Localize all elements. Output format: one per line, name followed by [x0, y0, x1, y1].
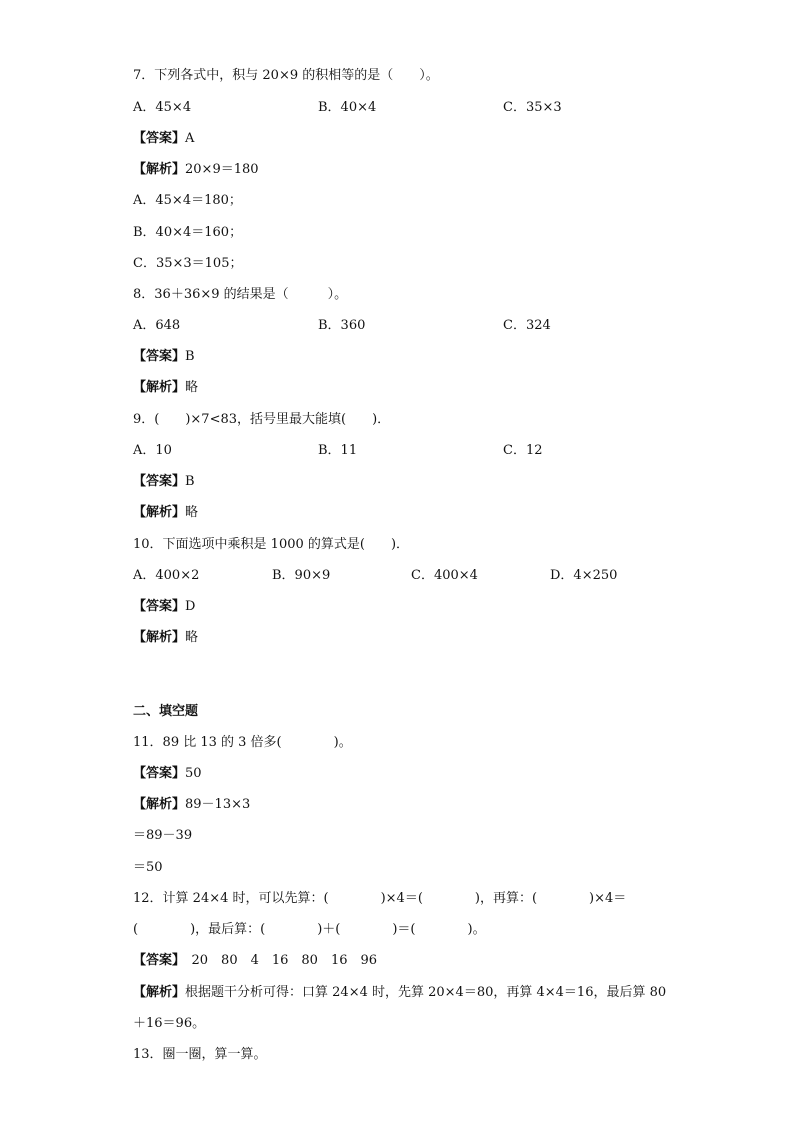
- analysis-text: 略: [185, 630, 199, 645]
- analysis-tag: 【解析】: [133, 630, 186, 645]
- q8-option-c: C．324: [503, 318, 551, 333]
- analysis-tag: 【解析】: [133, 380, 186, 395]
- q10-option-a: A．400×2: [133, 568, 200, 583]
- answer-value: 50: [185, 766, 202, 781]
- q12-answer: [133, 953, 377, 969]
- q7-step-c: C．35×3＝105；: [133, 256, 243, 271]
- analysis-text: 根据题干分析可得：口算 24×4 时，先算 20×4＝80，再算 4×4＝16，最后算 80: [185, 985, 667, 1000]
- q11-step-1: ＝89－39: [133, 828, 193, 843]
- q7-analysis: [133, 162, 259, 178]
- q10-option-b: B．90×9: [272, 568, 331, 583]
- q9-analysis: [133, 505, 198, 521]
- q7-answer: [133, 131, 194, 147]
- answer-tag: 【答案】: [133, 599, 186, 614]
- q8-analysis: [133, 380, 198, 396]
- q7-step-b: B．40×4＝160；: [133, 225, 243, 240]
- analysis-tag: 【解析】: [133, 162, 186, 177]
- q7-step-a: A．45×4＝180；: [133, 193, 242, 208]
- analysis-tag: 【解析】: [133, 505, 186, 520]
- answer-tag: 【答案】: [133, 349, 186, 364]
- answer-value: 20 80 4 16 80 16 96: [178, 953, 378, 968]
- q12-stem-line1: 12．计算 24×4 时，可以先算：( )×4＝( )，再算：( )×4＝: [133, 891, 627, 906]
- q12-stem-line2: ( )，最后算：( )＋( )＝( )。: [133, 922, 486, 937]
- q8-stem: 8．36＋36×9 的结果是（ ）。: [133, 287, 348, 302]
- q7-option-b: B．40×4: [318, 100, 377, 115]
- analysis-text: 20×9＝180: [185, 162, 259, 177]
- q10-option-d: D．4×250: [550, 568, 618, 583]
- q11-analysis: [133, 797, 250, 813]
- q10-answer: [133, 599, 195, 615]
- q8-answer: [133, 349, 195, 365]
- analysis-text: 略: [185, 380, 199, 395]
- analysis-tag: 【解析】: [133, 797, 186, 812]
- answer-tag: 【答案】: [133, 131, 186, 146]
- answer-value: B: [185, 474, 195, 489]
- q9-option-a: A．10: [133, 443, 172, 458]
- answer-value: D: [185, 599, 196, 614]
- q9-option-b: B．11: [318, 443, 358, 458]
- q13-stem: 13．圈一圈，算一算。: [133, 1047, 267, 1062]
- analysis-text: 略: [185, 505, 199, 520]
- q7-stem: 7．下列各式中，积与 20×9 的积相等的是（ ）。: [133, 68, 439, 83]
- q8-option-a: A．648: [133, 318, 181, 333]
- q10-analysis: [133, 630, 198, 646]
- answer-tag: 【答案】: [133, 766, 186, 781]
- q9-stem: 9．( )×7<83，括号里最大能填( )．: [133, 412, 391, 427]
- q7-option-c: C．35×3: [503, 100, 562, 115]
- q12-analysis: [133, 985, 666, 1001]
- answer-tag: 【答案】: [133, 474, 186, 489]
- q11-stem: 11．89 比 13 的 3 倍多( )。: [133, 735, 352, 750]
- q11-answer: [133, 766, 202, 782]
- q10-stem: 10．下面选项中乘积是 1000 的算式是( )．: [133, 537, 410, 552]
- q8-option-b: B．360: [318, 318, 366, 333]
- answer-tag: 【答案】: [133, 953, 179, 968]
- analysis-text: 89－13×3: [185, 797, 251, 812]
- q9-answer: [133, 474, 195, 490]
- q9-option-c: C．12: [503, 443, 543, 458]
- q11-step-2: ＝50: [133, 860, 163, 875]
- q12-analysis-line2: ＋16＝96。: [133, 1016, 206, 1031]
- answer-value: A: [185, 131, 195, 146]
- q10-option-c: C．400×4: [411, 568, 478, 583]
- analysis-tag: 【解析】: [133, 985, 186, 1000]
- answer-value: B: [185, 349, 195, 364]
- q7-option-a: A．45×4: [133, 100, 192, 115]
- section-title: 二、填空题: [133, 704, 199, 719]
